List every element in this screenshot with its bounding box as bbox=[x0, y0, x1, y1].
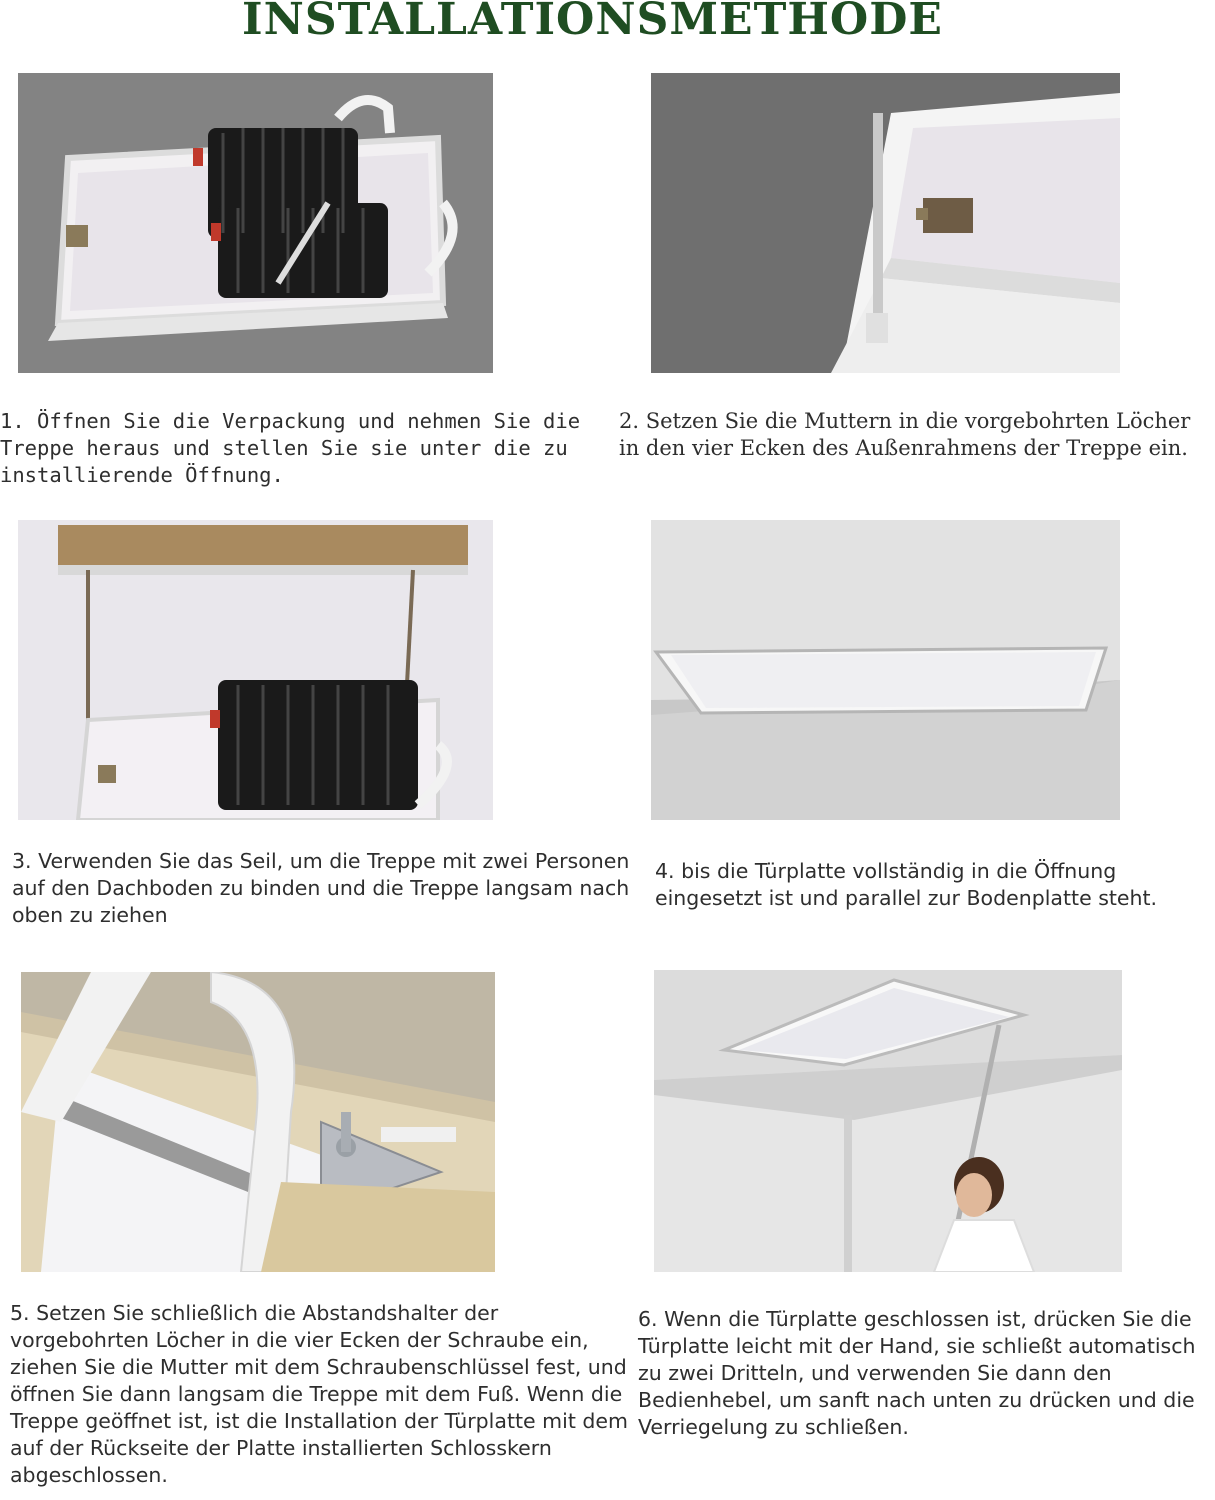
step-4-caption: 4. bis die Türplatte vollständig in die Öffnung eingesetzt ist und parallel zur Bodenplatte steht. bbox=[655, 859, 1158, 910]
frame-corner-with-bolt-photo bbox=[651, 73, 1120, 373]
ceiling-hatch-installed-photo bbox=[651, 520, 1120, 820]
step-3-caption: 3. Verwenden Sie das Seil, um die Treppe mit zwei Personen auf den Dachboden zu binden und die Treppe langsam nach oben zu ziehen bbox=[12, 849, 630, 927]
man-closing-hatch-with-pole-photo bbox=[654, 970, 1122, 1272]
page-title: INSTALLATIONSMETHODE bbox=[242, 0, 943, 45]
spacer-bracket-on-timber-photo bbox=[21, 972, 495, 1272]
step-6-caption: 6. Wenn die Türplatte geschlossen ist, drücken Sie die Türplatte leicht mit der Hand, sie schließt automatisch zu zwei Dritteln, und verwenden Sie dann den Bedienhebel, um sanft nach unten zu drücken und die Verriegelung zu schließen. bbox=[638, 1307, 1196, 1439]
step-1-caption: 1. Öffnen Sie die Verpackung und nehmen Sie die Treppe heraus und stellen Sie sie unter die zu installierende Öffnung. bbox=[0, 409, 581, 487]
ladder-hoisted-on-ropes-photo bbox=[18, 520, 493, 820]
folded-attic-ladder-in-frame-photo bbox=[18, 73, 493, 373]
step-5-caption: 5. Setzen Sie schließlich die Abstandshalter der vorgebohrten Löcher in die vier Ecken der Schraube ein, ziehen Sie die Mutter mit dem Schraubenschlüssel fest, und öffnen Sie dann langsam die Treppe mit dem Fuß. Wenn die Treppe geöffnet ist, ist die Installation der Türplatte mit dem auf der Rückseite der Platte installierten Schlosskern abgeschlossen. bbox=[10, 1301, 628, 1487]
step-2-caption: 2. Setzen Sie die Muttern in die vorgebohrten Löcher in den vier Ecken des Außenrahmens der Treppe ein. bbox=[619, 409, 1191, 460]
